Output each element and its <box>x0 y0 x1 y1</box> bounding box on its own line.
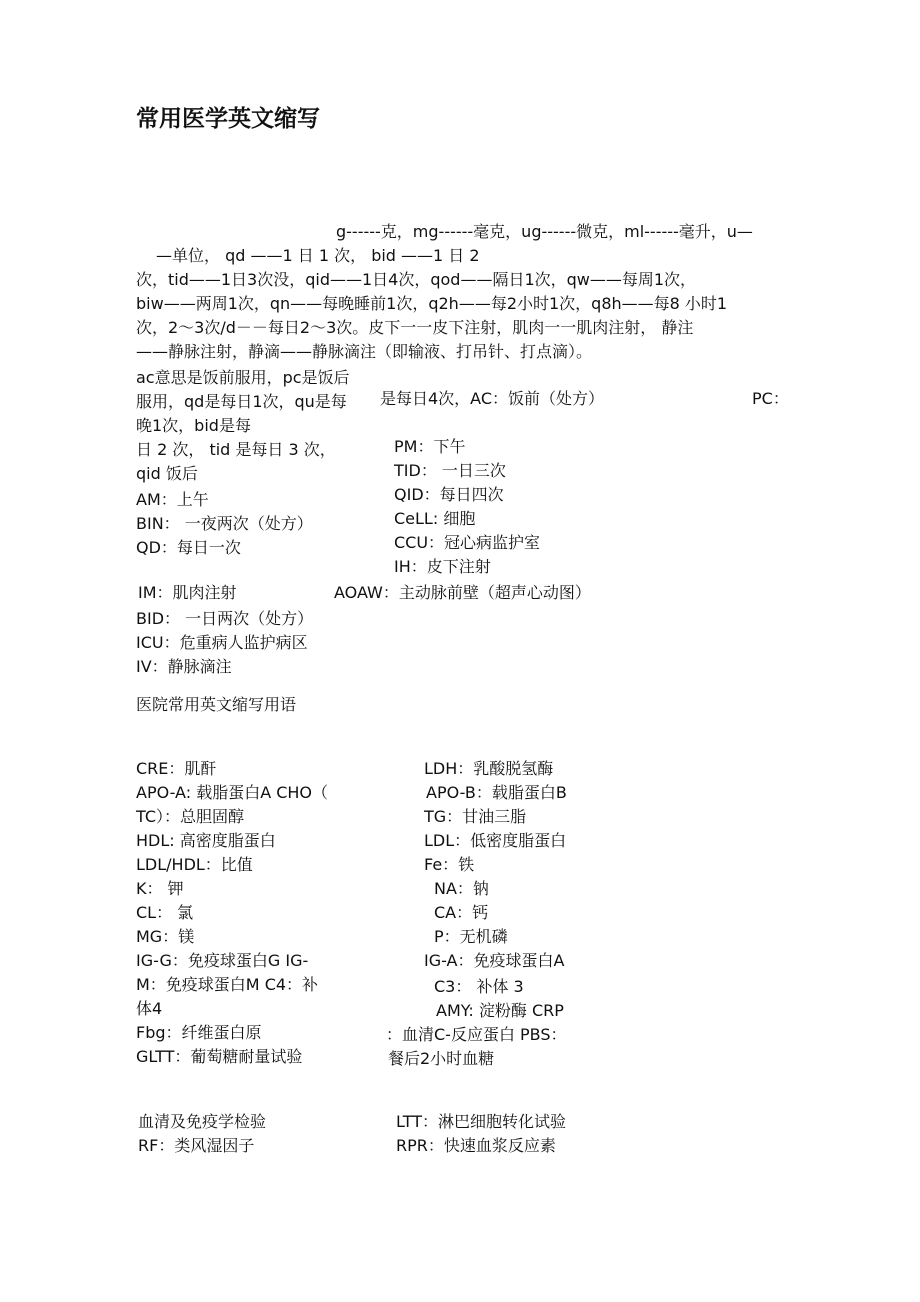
lab-gltt: GLTT：葡萄糖耐量试验 <box>136 1047 303 1066</box>
lab-ldh: LDH：乳酸脱氢酶 <box>424 759 554 778</box>
lab-apob: APO-B：载脂蛋白B <box>426 783 567 802</box>
lab-apoa: APO-A: 载脂蛋白A CHO（ <box>136 783 329 802</box>
lab-ca: CA：钙 <box>434 903 489 922</box>
right-ccu: CCU：冠心病监护室 <box>394 533 541 552</box>
lab-crp: ：血清C-反应蛋白 PBS： <box>386 1025 567 1044</box>
right-qid: QID：每日四次 <box>394 485 504 504</box>
intro-line-1: g------克，mg------毫克，ug------微克，ml------毫升，u— <box>336 222 753 241</box>
section-title-hospital-abbrev: 医院常用英文缩写用语 <box>136 695 297 714</box>
lab-ldl: LDL：低密度脂蛋白 <box>424 831 567 850</box>
dosage-line-5: qid 饭后 <box>136 464 198 483</box>
page-title: 常用医学英文缩写 <box>136 105 320 132</box>
lab-k: K： 钾 <box>136 879 184 898</box>
right-cell: CeLL: 细胞 <box>394 509 476 528</box>
lab-p: P：无机磷 <box>434 927 508 946</box>
lab-c4: 体4 <box>136 999 163 1018</box>
lab-amy: AMY: 淀粉酶 CRP <box>436 1001 564 1020</box>
intro-line-3: 次，tid——1日3次没，qid——1日4次，qod——隔日1次，qw——每周1次， <box>136 270 697 289</box>
lab-na: NA：钠 <box>434 879 489 898</box>
left-bid: BID： 一日两次（处方） <box>136 609 314 628</box>
left-bin: BIN： 一夜两次（处方） <box>136 514 313 533</box>
right-aoaw: AOAW：主动脉前壁（超声心动图） <box>334 583 591 602</box>
lab-cre: CRE：肌酐 <box>136 759 217 778</box>
intro-line-2: —单位， qd ——1 日 1 次， bid ——1 日 2 <box>156 246 480 265</box>
dosage-line-2: 服用，qd是每日1次，qu是每 <box>136 392 347 411</box>
left-am: AM：上午 <box>136 490 209 509</box>
left-iv: IV：静脉滴注 <box>136 657 232 676</box>
right-tid: TID： 一日三次 <box>394 461 506 480</box>
dosage-line-3: 晚1次，bid是每 <box>136 416 251 435</box>
right-ih: IH：皮下注射 <box>394 557 491 576</box>
lab-fbg: Fbg：纤维蛋白原 <box>136 1023 262 1042</box>
lab-cl: CL： 氯 <box>136 903 194 922</box>
left-qd: QD：每日一次 <box>136 538 241 557</box>
intro-line-5: 次，2〜3次/d－－每日2〜3次。皮下一一皮下注射，肌肉一一肌肉注射， 静注 <box>136 318 694 337</box>
intro-line-6: ——静脉注射，静滴——静脉滴注（即输液、打吊针、打点滴）。 <box>136 342 593 361</box>
lab-ltt: LTT：淋巴细胞转化试验 <box>396 1112 566 1131</box>
dosage-line-2b: 是每日4次，AC：饭前（处方） <box>380 389 605 408</box>
lab-pbs: 餐后2小时血糖 <box>388 1049 495 1068</box>
lab-igm: M：免疫球蛋白M C4：补 <box>136 975 319 994</box>
lab-fe: Fe：铁 <box>424 855 475 874</box>
lab-hdl: HDL: 高密度脂蛋白 <box>136 831 276 850</box>
dosage-line-1: ac意思是饭前服用，pc是饭后 <box>136 368 350 387</box>
lab-tg: TG：甘油三脂 <box>424 807 527 826</box>
dosage-line-2c: PC： <box>752 389 789 408</box>
left-icu: ICU：危重病人监护病区 <box>136 633 308 652</box>
dosage-line-4: 日 2 次， tid 是每日 3 次， <box>136 440 336 459</box>
lab-c3: C3： 补体 3 <box>434 977 524 996</box>
left-im: IM：肌肉注射 <box>138 583 237 602</box>
serum-immunology-heading: 血清及免疫学检验 <box>138 1112 267 1131</box>
lab-igg: IG-G：免疫球蛋白G IG- <box>136 951 309 970</box>
lab-rpr: RPR：快速血浆反应素 <box>396 1136 556 1155</box>
right-pm: PM：下午 <box>394 437 466 456</box>
lab-mg: MG：镁 <box>136 927 195 946</box>
lab-rf: RF：类风湿因子 <box>138 1136 255 1155</box>
lab-ldlhdl: LDL/HDL：比值 <box>136 855 253 874</box>
lab-iga: IG-A：免疫球蛋白A <box>424 951 565 970</box>
lab-tc: TC）：总胆固醇 <box>136 807 245 826</box>
intro-line-4: biw——两周1次，qn——每晚睡前1次，q2h——每2小时1次，q8h——每8 小时1 <box>136 294 728 313</box>
